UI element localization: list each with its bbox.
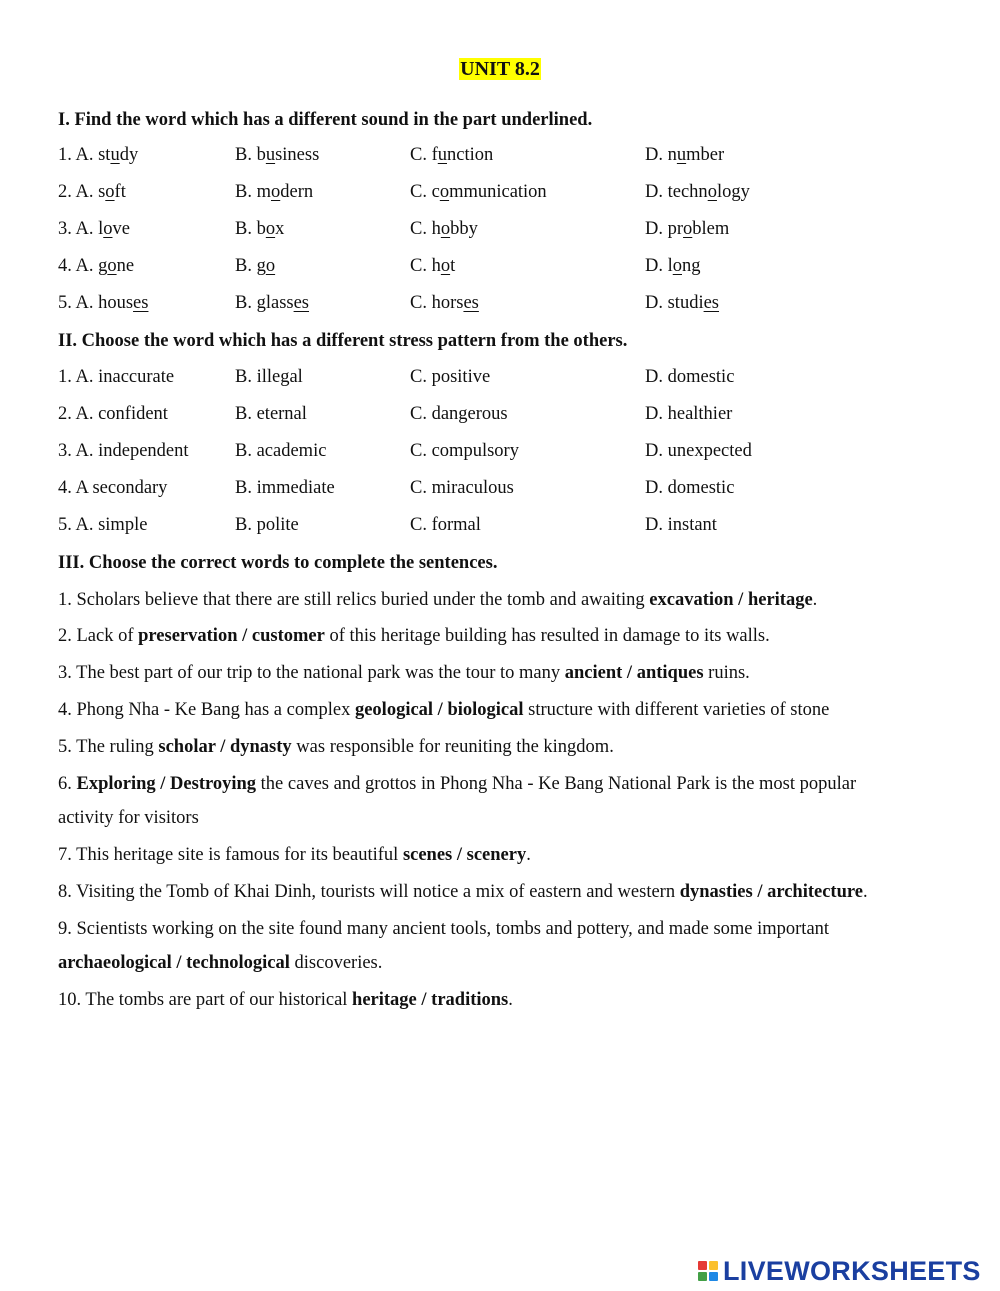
section3-heading: III. Choose the correct words to complete the sentences. [58,553,498,573]
sentence-text: . [812,590,818,610]
underlined-sound: o [265,256,276,276]
word-choice[interactable]: archaeological / technological [58,953,290,973]
underlined-sound: u [265,145,276,165]
sentence-text: activity for visitors [58,808,199,828]
option-text: C. hors [410,293,464,313]
sentence-text: the caves and grottos in Phong Nha - Ke Bang National Park is the most popular [256,774,857,794]
logo-blocks-icon [698,1261,718,1281]
option-text: B. b [235,219,266,239]
sentence-line [58,919,938,940]
sentence-text: 5. The ruling [58,737,159,757]
logo-block [709,1261,718,1270]
option-text: ve [112,219,130,239]
sentence-text: 6. [58,774,77,794]
page-title: UNIT 8.2 [460,58,540,80]
option-text: ng [682,256,701,276]
underlined-sound: u [437,145,447,165]
answer-option[interactable]: C. dangerous [410,404,508,424]
underlined-sound: o [270,182,281,202]
word-choice[interactable]: ancient / antiques [564,663,704,683]
underlined-sound: u [110,145,120,165]
answer-option[interactable]: B. eternal [235,404,307,424]
word-choice[interactable]: dynasties / architecture [679,882,863,902]
logo-block [709,1272,718,1281]
question-row [58,256,958,280]
word-choice[interactable]: scholar / dynasty [158,737,292,757]
option-text: 5. A. hous [58,293,134,313]
underlined-sound: o [439,182,450,202]
word-choice[interactable]: scenes / scenery [402,845,527,865]
option-text: C. f [410,145,438,165]
answer-option[interactable]: D. domestic [645,367,735,387]
sentence-line [58,590,938,611]
question-row [58,515,958,539]
option-text: D. techn [645,182,708,202]
option-text: ft [114,182,126,202]
sentence-line [58,882,938,903]
question-row [58,219,958,243]
option-text: mber [686,145,725,165]
underlined-sound: es [133,293,149,313]
option-text: 2. A. s [58,182,106,202]
answer-option[interactable]: B. polite [235,515,299,535]
sentence-text: . [526,845,531,865]
word-choice[interactable]: Exploring / Destroying [76,774,257,794]
answer-option[interactable] [58,182,126,203]
answer-option[interactable] [410,256,455,277]
answer-option[interactable] [235,219,284,240]
section1-heading: I. Find the word which has a different sound in the part underlined. [58,110,593,130]
answer-option[interactable]: C. miraculous [410,478,514,498]
option-text: D. pr [645,219,684,239]
option-text: D. studi [645,293,704,313]
answer-option[interactable] [58,256,134,277]
option-text: ne [116,256,135,276]
sentence-text: was responsible for reuniting the kingdom. [291,737,614,757]
option-text: 4. A. g [58,256,108,276]
answer-option[interactable]: 5. A. simple [58,515,148,535]
option-text: C. h [410,256,441,276]
underlined-sound: o [683,219,693,239]
word-choice[interactable]: heritage / traditions [352,990,509,1010]
sentence-line [58,626,938,647]
underlined-sound: o [107,256,117,276]
answer-option[interactable] [410,145,493,166]
option-text: mmunication [449,182,547,202]
answer-option[interactable]: C. positive [410,367,491,387]
sentence-text: structure with different varieties of stone [523,700,830,720]
option-text: D. l [645,256,673,276]
answer-option[interactable] [645,256,701,277]
title-wrap [0,58,1000,81]
option-text: 3. A. l [58,219,104,239]
logo-block [698,1272,707,1281]
word-choice[interactable]: preservation / customer [138,626,325,646]
logo-text: LIVEWORKSHEETS [723,1255,981,1286]
sentence-line [58,663,938,684]
answer-option[interactable]: B. illegal [235,367,303,387]
word-choice[interactable]: geological / biological [354,700,524,720]
word-choice[interactable]: excavation / heritage [649,590,813,610]
answer-option[interactable]: B. immediate [235,478,335,498]
sentence-text: discoveries. [289,953,383,973]
answer-option[interactable] [58,145,138,166]
underlined-sound: o [103,219,113,239]
answer-option[interactable]: B. academic [235,441,327,461]
answer-option[interactable]: D. unexpected [645,441,752,461]
answer-option[interactable] [58,219,130,240]
answer-option[interactable] [410,219,478,240]
answer-option[interactable] [235,145,319,166]
answer-option[interactable] [410,293,479,314]
answer-option[interactable] [645,219,729,240]
underlined-sound: o [440,256,451,276]
option-text: t [450,256,456,276]
question-row [58,293,958,317]
answer-option[interactable] [645,182,750,203]
answer-option[interactable]: 2. A. confident [58,404,168,424]
sentence-text: 1. Scholars believe that there are still relics buried under the tomb and awaiting [58,590,650,610]
option-text: siness [275,145,320,165]
option-text: B. g [235,256,266,276]
answer-option[interactable]: D. domestic [645,478,735,498]
option-text: nction [447,145,494,165]
sentence-line [58,953,938,974]
question-row [58,404,958,428]
sentence-text: . [862,882,868,902]
underlined-sound: es [293,293,310,313]
sentence-text: 7. This heritage site is famous for its beautiful [58,845,403,865]
logo-block [698,1261,707,1270]
section2-heading: II. Choose the word which has a different stress pattern from the others. [58,331,628,351]
answer-option[interactable]: D. healthier [645,404,733,424]
sentence-text: . [508,990,513,1010]
sentence-text: of this heritage building has resulted in damage to its walls. [324,626,770,646]
sentence-text: 8. Visiting the Tomb of Khai Dinh, tourists will notice a mix of eastern and western [58,882,680,902]
underlined-sound: o [707,182,717,202]
underlined-sound: o [265,219,276,239]
answer-option[interactable] [410,182,547,203]
question-row [58,441,958,465]
sentence-text: 4. Phong Nha - Ke Bang has a complex [58,700,355,720]
sentence-text: 9. Scientists working on the site found many ancient tools, tombs and pottery, and made some important [58,919,830,939]
option-text: blem [692,219,730,239]
liveworksheets-logo [698,1254,998,1288]
sentence-line [58,774,938,795]
answer-option[interactable]: D. instant [645,515,717,535]
option-text: C. c [410,182,440,202]
answer-option[interactable]: 1. A. inaccurate [58,367,175,387]
answer-option[interactable] [235,256,275,277]
sentence-line [58,845,938,866]
underlined-sound: u [676,145,687,165]
option-text: B. glass [235,293,294,313]
option-text: x [275,219,285,239]
sentence-text: 3. The best part of our trip to the national park was the tour to many [58,663,565,683]
underlined-sound: es [463,293,479,313]
underlined-sound: o [672,256,682,276]
option-text: logy [716,182,750,202]
answer-option[interactable] [645,293,719,314]
option-text: B. b [235,145,266,165]
answer-option[interactable]: C. compulsory [410,441,519,461]
option-text: D. n [645,145,677,165]
question-row [58,367,958,391]
underlined-sound: es [703,293,720,313]
answer-option[interactable] [235,293,309,314]
option-text: B. m [235,182,271,202]
sentence-text: ruins. [703,663,750,683]
sentence-line [58,700,938,721]
answer-option[interactable]: 3. A. independent [58,441,189,461]
underlined-sound: o [105,182,115,202]
option-text: dern [280,182,314,202]
answer-option[interactable]: 4. A secondary [58,478,168,498]
answer-option[interactable] [645,145,724,166]
option-text: C. h [410,219,441,239]
sentence-line [58,808,938,829]
sentence-line [58,737,938,758]
option-text: 1. A. st [58,145,111,165]
answer-option[interactable] [235,182,313,203]
sentence-text: 10. The tombs are part of our historical [58,990,353,1010]
underlined-sound: o [440,219,451,239]
question-row [58,478,958,502]
question-row [58,145,958,169]
option-text: dy [119,145,139,165]
sentence-line [58,990,938,1011]
sentence-text: 2. Lack of [58,626,139,646]
option-text: bby [450,219,478,239]
answer-option[interactable]: C. formal [410,515,481,535]
question-row [58,182,958,206]
answer-option[interactable] [58,293,148,314]
